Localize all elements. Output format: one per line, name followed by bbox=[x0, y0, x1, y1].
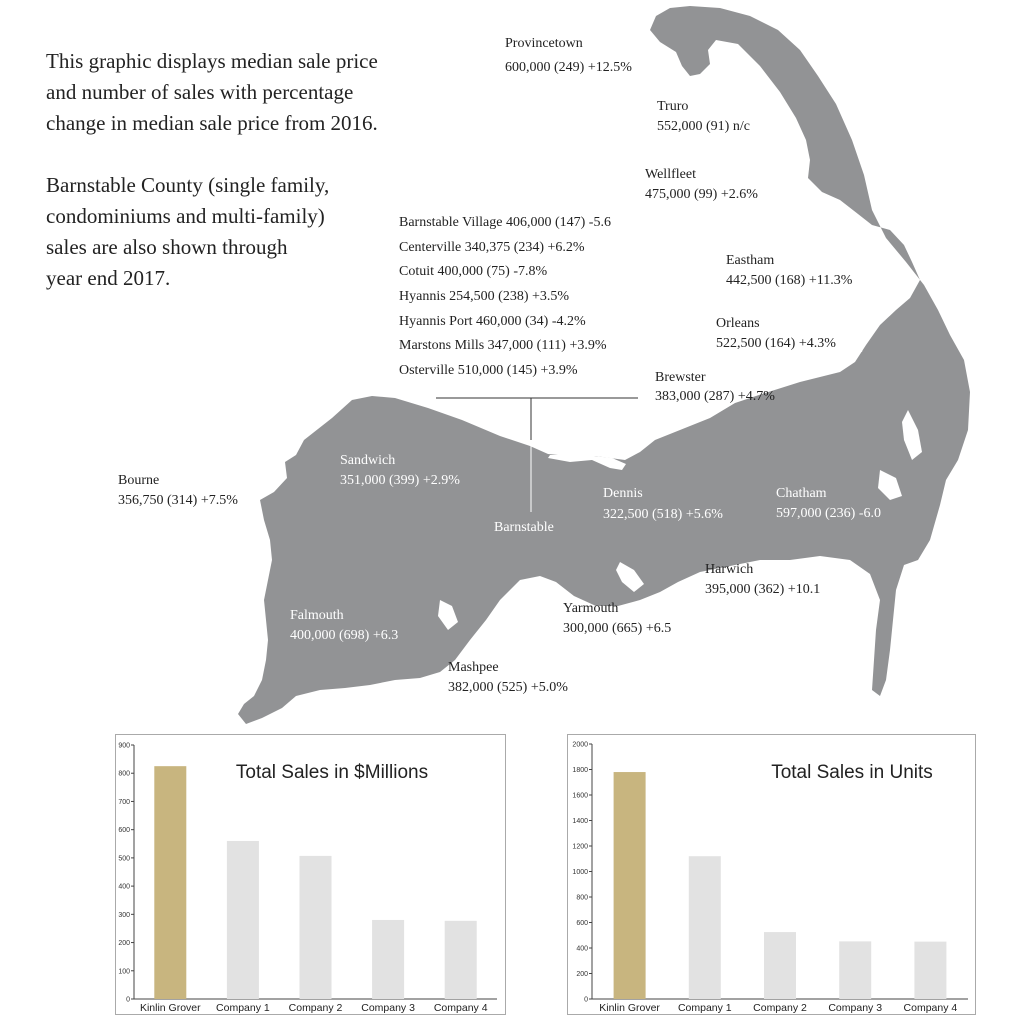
x-tick-label: Company 3 bbox=[828, 1002, 883, 1014]
village-entry: Centerville 340,375 (234) +6.2% bbox=[399, 240, 585, 255]
town-stats: 442,500 (168) +11.3% bbox=[726, 273, 853, 288]
x-tick-label: Company 4 bbox=[903, 1002, 958, 1014]
town-name: Dennis bbox=[603, 486, 643, 501]
y-tick-label: 600 bbox=[576, 920, 588, 927]
y-tick-label: 1400 bbox=[572, 818, 588, 825]
village-entry: Marstons Mills 347,000 (111) +3.9% bbox=[399, 338, 607, 353]
intro-line: change in median sale price from 2016. bbox=[46, 111, 378, 135]
village-entry: Hyannis 254,500 (238) +3.5% bbox=[399, 289, 570, 304]
town-name: Provincetown bbox=[505, 36, 583, 51]
town-stats: 552,000 (91) n/c bbox=[657, 119, 750, 134]
town-bourne bbox=[118, 473, 238, 508]
town-name: Wellfleet bbox=[645, 167, 696, 182]
town-stats: 382,000 (525) +5.0% bbox=[448, 680, 568, 695]
bar bbox=[689, 856, 721, 999]
intro-line: Barnstable County (single family, bbox=[46, 173, 330, 197]
chart-svg bbox=[116, 735, 505, 1014]
x-tick-label: Company 4 bbox=[433, 1002, 488, 1014]
town-stats: 600,000 (249) +12.5% bbox=[505, 60, 632, 75]
intro-line: year end 2017. bbox=[46, 266, 171, 290]
town-name: Orleans bbox=[716, 316, 760, 331]
y-tick-label: 0 bbox=[584, 996, 588, 1004]
chart-total-sales-millions bbox=[115, 734, 506, 1015]
town-truro bbox=[657, 99, 750, 134]
bar bbox=[914, 942, 946, 999]
town-brewster bbox=[655, 370, 775, 404]
town-name: Harwich bbox=[705, 562, 754, 577]
town-stats: 475,000 (99) +2.6% bbox=[645, 187, 758, 202]
y-tick-label: 200 bbox=[576, 971, 588, 978]
town-stats: 522,500 (164) +4.3% bbox=[716, 336, 836, 351]
town-eastham bbox=[726, 253, 853, 288]
bar bbox=[839, 941, 871, 999]
town-name: Yarmouth bbox=[563, 601, 619, 616]
town-name: Falmouth bbox=[290, 608, 344, 623]
town-stats: 351,000 (399) +2.9% bbox=[340, 473, 460, 488]
village-entry: Osterville 510,000 (145) +3.9% bbox=[399, 363, 578, 378]
bar bbox=[764, 932, 796, 999]
water-inlet bbox=[818, 200, 842, 232]
y-tick-label: 1600 bbox=[572, 792, 588, 800]
town-stats: 322,500 (518) +5.6% bbox=[603, 507, 723, 522]
town-yarmouth bbox=[563, 601, 671, 636]
x-tick-label: Company 1 bbox=[216, 1002, 270, 1014]
chart-svg bbox=[568, 735, 975, 1014]
town-name: Brewster bbox=[655, 370, 706, 385]
x-tick-label: Company 3 bbox=[361, 1002, 415, 1014]
y-tick-label: 200 bbox=[118, 940, 130, 948]
town-name: Eastham bbox=[726, 253, 775, 268]
town-name: Sandwich bbox=[340, 453, 396, 468]
y-tick-label: 1800 bbox=[572, 767, 588, 774]
barnstable-villages-list bbox=[399, 215, 611, 378]
intro-line: condominiums and multi-family) bbox=[46, 204, 325, 228]
y-tick-label: 900 bbox=[118, 742, 130, 750]
town-stats: 597,000 (236) -6.0 bbox=[776, 506, 881, 521]
bar bbox=[372, 920, 404, 999]
village-entry: Cotuit 400,000 (75) -7.8% bbox=[399, 264, 548, 279]
x-tick-label: Company 2 bbox=[288, 1002, 343, 1014]
y-tick-label: 2000 bbox=[572, 741, 588, 749]
y-tick-label: 1200 bbox=[572, 843, 588, 851]
intro-line: This graphic displays median sale price bbox=[46, 49, 378, 73]
chart-total-sales-units bbox=[567, 734, 976, 1015]
bar bbox=[445, 921, 477, 999]
y-tick-label: 300 bbox=[118, 911, 130, 919]
town-harwich bbox=[705, 562, 820, 597]
y-tick-label: 600 bbox=[118, 827, 130, 835]
y-tick-label: 1000 bbox=[572, 869, 588, 876]
town-stats: 400,000 (698) +6.3 bbox=[290, 628, 399, 643]
x-tick-label: Company 2 bbox=[753, 1002, 807, 1014]
town-stats: 300,000 (665) +6.5 bbox=[563, 621, 672, 636]
town-name: Bourne bbox=[118, 473, 160, 488]
cape-cod-landmass bbox=[238, 6, 970, 724]
y-tick-label: 0 bbox=[126, 996, 130, 1004]
bar bbox=[300, 856, 332, 999]
y-tick-label: 700 bbox=[118, 798, 130, 806]
x-tick-label: Kinlin Grover bbox=[599, 1002, 660, 1014]
town-orleans bbox=[716, 316, 836, 351]
water-inlet bbox=[850, 320, 866, 352]
x-tick-label: Kinlin Grover bbox=[139, 1002, 201, 1014]
chart-title: Total Sales in $Millions bbox=[235, 762, 429, 783]
village-entry: Barnstable Village 406,000 (147) -5.6 bbox=[399, 215, 611, 230]
town-stats: 356,750 (314) +7.5% bbox=[118, 493, 238, 508]
y-tick-label: 400 bbox=[118, 883, 130, 891]
town-name: Truro bbox=[657, 99, 689, 114]
x-tick-label: Company 1 bbox=[677, 1002, 732, 1014]
town-wellfleet bbox=[645, 167, 758, 202]
intro-line: sales are also shown through bbox=[46, 235, 288, 259]
town-barnstable bbox=[494, 520, 554, 535]
y-tick-label: 400 bbox=[576, 945, 588, 953]
chart-title: Total Sales in Units bbox=[771, 762, 933, 783]
town-mashpee bbox=[448, 660, 568, 695]
y-tick-label: 100 bbox=[118, 968, 130, 976]
town-name: Mashpee bbox=[448, 660, 499, 675]
town-name: Barnstable bbox=[494, 520, 554, 535]
village-entry: Hyannis Port 460,000 (34) -4.2% bbox=[399, 314, 586, 329]
y-tick-label: 800 bbox=[118, 770, 130, 778]
town-name: Chatham bbox=[776, 486, 827, 501]
bar bbox=[227, 841, 259, 999]
intro-line: and number of sales with percentage bbox=[46, 80, 354, 104]
y-tick-label: 500 bbox=[118, 855, 130, 863]
town-stats: 395,000 (362) +10.1 bbox=[705, 582, 821, 597]
bar bbox=[154, 766, 186, 999]
bar bbox=[614, 772, 646, 999]
town-provincetown bbox=[505, 36, 632, 75]
town-stats: 383,000 (287) +4.7% bbox=[655, 389, 775, 404]
y-tick-label: 800 bbox=[576, 894, 588, 902]
